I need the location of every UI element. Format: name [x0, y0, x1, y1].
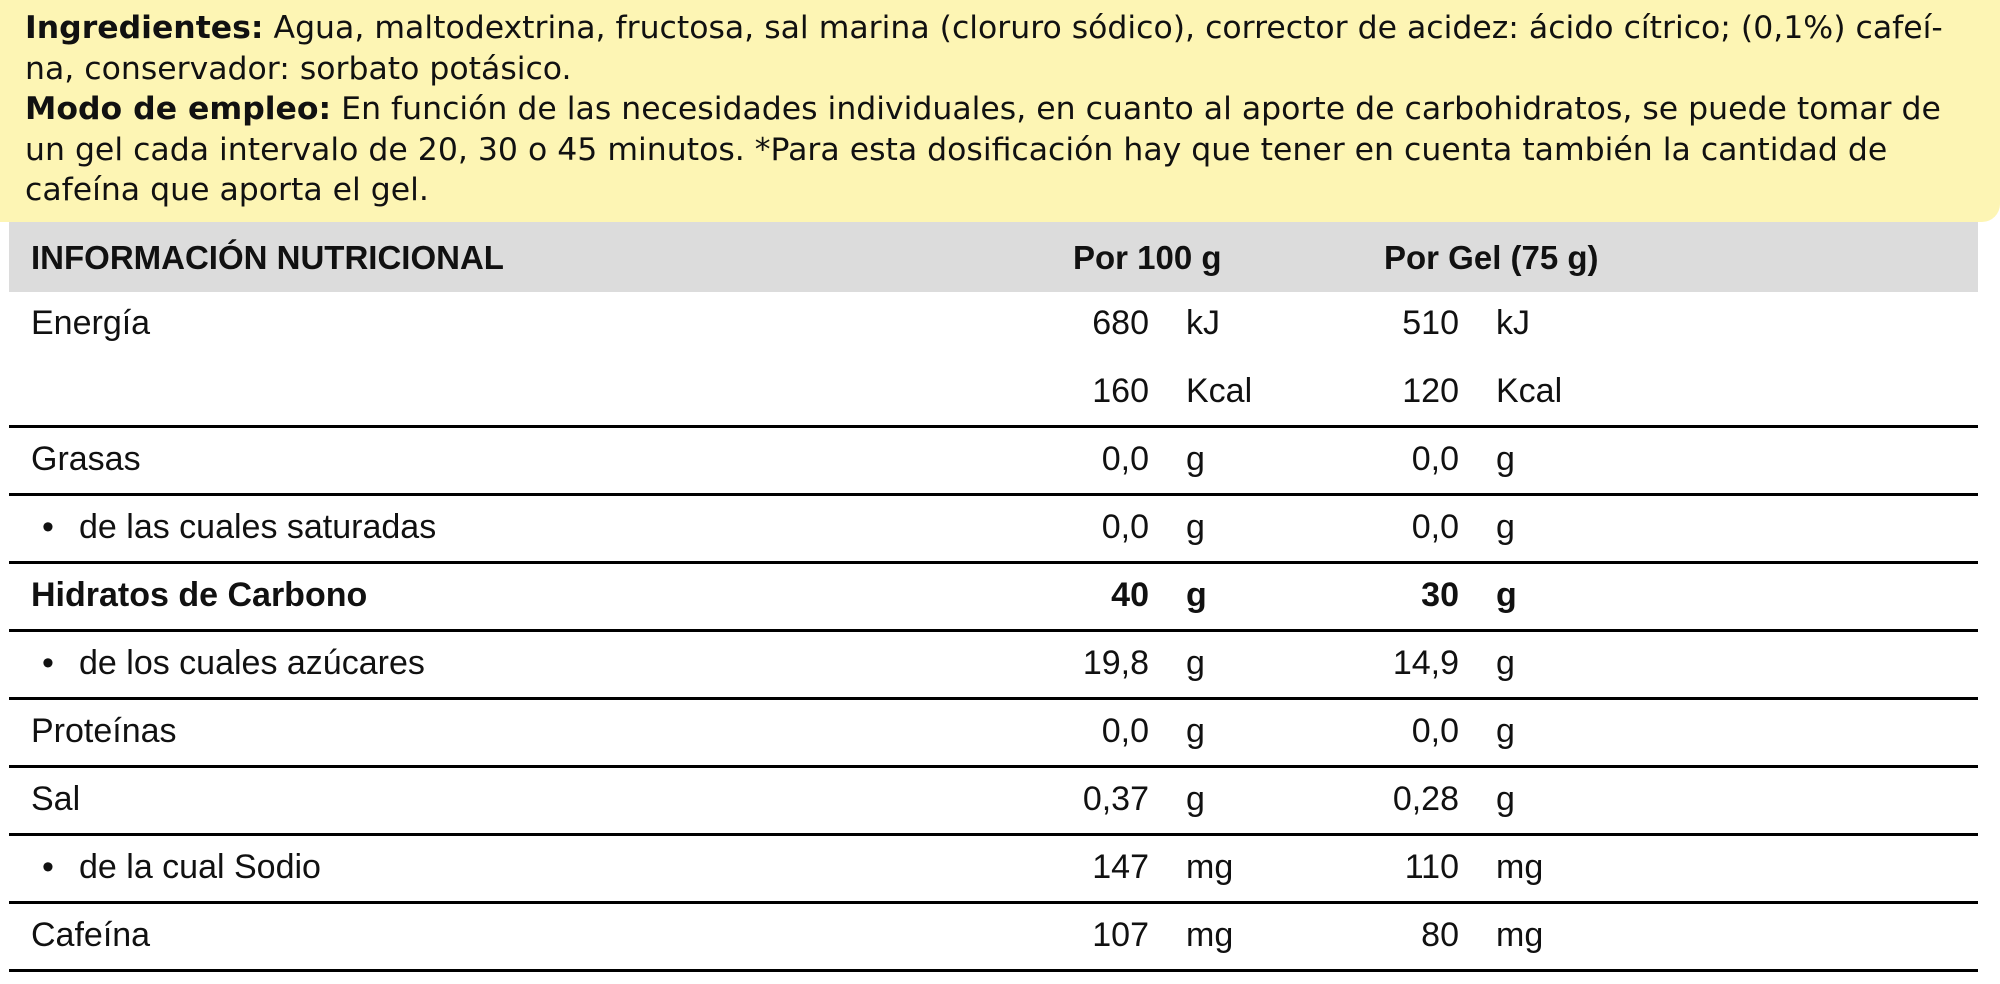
- table-row-carbohydrates: [9, 564, 1978, 632]
- row-name: Sal: [31, 780, 81, 818]
- row-name: de los cuales azúcares: [79, 644, 425, 682]
- value-per-100g-kj: 680: [1092, 304, 1149, 342]
- table-row-sodium: [9, 836, 1978, 904]
- unit-kj: kJ: [1496, 304, 1530, 342]
- row-name: Energía: [31, 304, 151, 342]
- value-per-100g: 0,0: [1101, 508, 1149, 546]
- unit-per-gel: g: [1496, 644, 1515, 682]
- column-header-per-gel: Por Gel (75 g): [1384, 239, 1599, 276]
- unit-per-gel: mg: [1496, 916, 1544, 954]
- value-per-gel: 0,0: [1411, 508, 1459, 546]
- table-row-protein: [9, 700, 1978, 768]
- column-header-per-100g: Por 100 g: [1073, 239, 1222, 276]
- unit-kj: kJ: [1186, 304, 1220, 342]
- value-per-100g: 147: [1092, 848, 1149, 886]
- unit-per-100g: g: [1186, 712, 1205, 750]
- value-per-gel: 110: [1404, 848, 1459, 886]
- bullet-icon: •: [42, 644, 54, 682]
- value-per-gel-kj: 510: [1402, 304, 1459, 342]
- table-header: [9, 222, 1978, 292]
- table-row-energy: [9, 292, 1978, 428]
- ingredients-text-line1: Agua, maltodextrina, fructosa, sal marina (cloruro sódico), corrector de acidez: ácido cítrico; (0,1%) cafeí-: [273, 10, 1943, 46]
- unit-per-100g: mg: [1186, 848, 1234, 886]
- table-row-caffeine: [9, 904, 1978, 972]
- table-title: INFORMACIÓN NUTRICIONAL: [31, 239, 504, 276]
- row-name: Hidratos de Carbono: [31, 576, 368, 614]
- unit-per-gel: g: [1496, 508, 1515, 546]
- table-row-salt: [9, 768, 1978, 836]
- unit-kcal: Kcal: [1496, 372, 1563, 410]
- unit-per-100g: g: [1186, 644, 1205, 682]
- table-row-sugars: [9, 632, 1978, 700]
- usage-text-line2: un gel cada intervalo de 20, 30 o 45 minutos. *Para esta dosificación hay que tener en cuenta también la cantidad de: [25, 131, 1888, 168]
- usage-text-line3: cafeína que aporta el gel.: [25, 172, 429, 208]
- value-per-100g-kcal: 160: [1092, 372, 1149, 410]
- unit-per-gel: mg: [1496, 848, 1544, 886]
- unit-kcal: Kcal: [1186, 372, 1253, 410]
- value-per-gel: 14,9: [1392, 644, 1459, 682]
- unit-per-gel: g: [1496, 712, 1515, 750]
- value-per-100g: 0,0: [1101, 440, 1149, 478]
- unit-per-gel: g: [1496, 576, 1517, 614]
- value-per-gel: 0,0: [1411, 712, 1459, 750]
- table-row-fat: [9, 428, 1978, 496]
- table-row-saturated-fat: [9, 496, 1978, 564]
- row-name: Proteínas: [31, 712, 177, 750]
- ingredients-paragraph: [25, 8, 1980, 89]
- product-description: [0, 0, 2000, 222]
- unit-per-100g: g: [1186, 576, 1207, 614]
- unit-per-100g: g: [1186, 508, 1205, 546]
- value-per-100g: 107: [1092, 916, 1149, 954]
- value-per-gel: 30: [1421, 576, 1459, 614]
- value-per-gel-kcal: 120: [1402, 372, 1459, 410]
- ingredients-text-line2: na, conservador: sorbato potásico.: [25, 50, 572, 87]
- usage-label: Modo de empleo:: [25, 91, 332, 127]
- usage-paragraph: [25, 89, 1980, 211]
- unit-per-100g: g: [1186, 780, 1205, 818]
- value-per-gel: 0,0: [1411, 440, 1459, 478]
- bullet-icon: •: [42, 848, 54, 886]
- unit-per-100g: g: [1186, 440, 1205, 478]
- value-per-100g: 19,8: [1082, 644, 1149, 682]
- nutrition-table: [9, 222, 1978, 972]
- value-per-gel: 80: [1421, 916, 1459, 954]
- row-name: de las cuales saturadas: [79, 508, 437, 546]
- row-name: Grasas: [31, 440, 141, 478]
- value-per-gel: 0,28: [1392, 780, 1459, 818]
- value-per-100g: 0,0: [1101, 712, 1149, 750]
- ingredients-label: Ingredientes:: [25, 10, 264, 46]
- value-per-100g: 40: [1111, 576, 1149, 614]
- usage-text-line1: En función de las necesidades individuales, en cuanto al aporte de carbohidratos, se puede tomar de: [341, 91, 1941, 127]
- value-per-100g: 0,37: [1082, 780, 1149, 818]
- unit-per-100g: mg: [1186, 916, 1234, 954]
- row-name: de la cual Sodio: [79, 848, 321, 886]
- bullet-icon: •: [42, 508, 54, 546]
- row-name: Cafeína: [31, 916, 151, 954]
- unit-per-gel: g: [1496, 780, 1515, 818]
- unit-per-gel: g: [1496, 440, 1515, 478]
